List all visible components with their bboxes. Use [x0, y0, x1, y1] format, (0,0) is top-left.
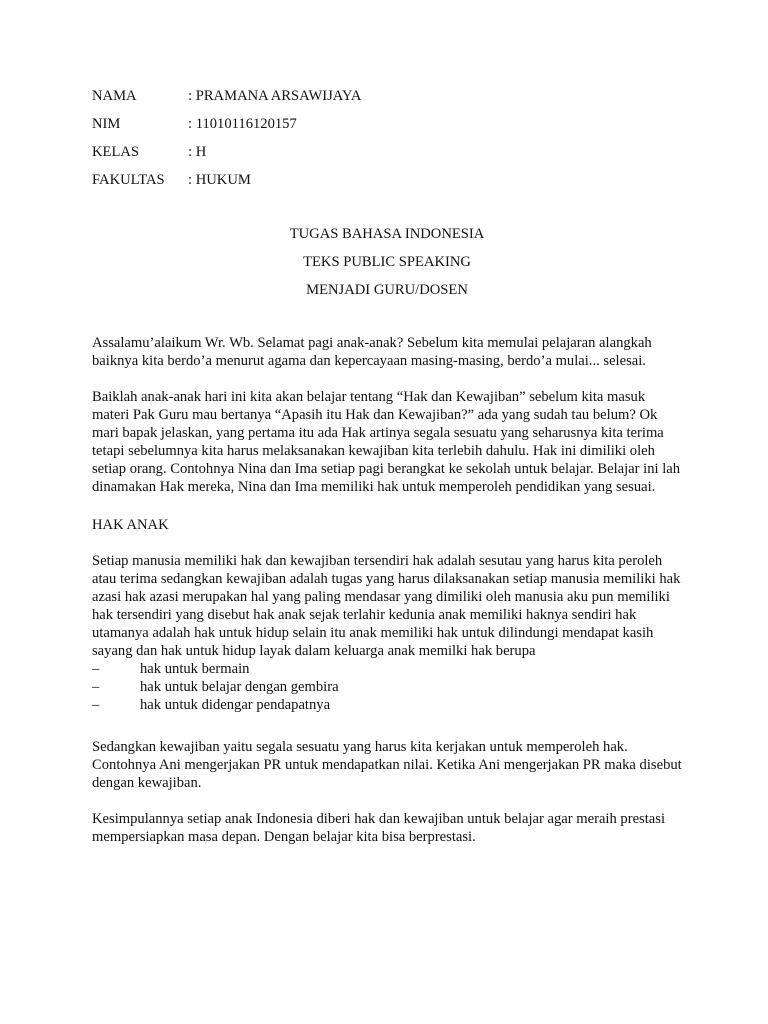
- document-body: [92, 86, 682, 846]
- info-row-kelas: [92, 142, 682, 170]
- title-assignment: TUGAS BAHASA INDONESIA: [289, 226, 485, 242]
- info-value: : PRAMANA ARSAWIJAYA: [188, 88, 362, 104]
- info-value: : H: [188, 144, 207, 160]
- list-item: [92, 696, 682, 714]
- student-info: [92, 86, 682, 198]
- dash-bullet: –: [92, 661, 100, 677]
- dash-bullet: –: [92, 697, 100, 713]
- info-label: NIM: [92, 116, 121, 132]
- info-row-nim: [92, 114, 682, 142]
- list-item: [92, 678, 682, 696]
- list-item: [92, 660, 682, 678]
- rights-list: [92, 660, 682, 714]
- document-titles: [92, 224, 682, 308]
- info-value: : 11010116120157: [188, 116, 297, 132]
- list-item-text: hak untuk bermain: [140, 661, 250, 677]
- info-label: FAKULTAS: [92, 172, 165, 188]
- info-label: NAMA: [92, 88, 137, 104]
- list-item-text: hak untuk belajar dengan gembira: [140, 679, 339, 695]
- info-row-nama: [92, 86, 682, 114]
- info-row-fakultas: [92, 170, 682, 198]
- paragraph-introduction: Baiklah anak-anak hari ini kita akan belajar tentang “Hak dan Kewajiban” sebelum kita masuk materi Pak Guru mau bertanya “Apasih itu Hak dan Kewajiban?” ada yang sudah tau belum? Ok mari bapak jelaskan, yang pertama itu ada Hak artinya segala sesuatu yang seharusnya kita terima tetapi sebelumnya kita harus melaksanakan kewajiban kita terlebih dahulu. Hak ini dimiliki oleh setiap orang. Contohnya Nina dan Ima setiap pagi berangkat ke sekolah untuk belajar. Belajar ini lah dinamakan Hak mereka, Nina dan Ima memiliki hak untuk memperoleh pendidikan yang sesuai.: [92, 389, 681, 495]
- info-label: KELAS: [92, 144, 140, 160]
- paragraph-hak-anak: Setiap manusia memiliki hak dan kewajiban tersendiri hak adalah sesutau yang harus kita peroleh atau terima sedangkan kewajiban adalah tugas yang harus dilaksanakan setiap manusia memiliki hak azasi hak azasi merupakan hal yang paling mendasar yang dimiliki oleh manusia aku pun memiliki hak tersendiri yang disebut hak anak sejak terlahir kedunia anak memiliki haknya sendiri hak utamanya adalah hak untuk hidup selain itu anak memiliki hak untuk dilindungi mendapat kasih sayang dan hak untuk hidup layak dalam keluarga anak memilki hak berupa: [92, 553, 681, 659]
- paragraph-kewajiban: Sedangkan kewajiban yaitu segala sesuatu yang harus kita kerjakan untuk memperoleh hak. Contohnya Ani mengerjakan PR untuk mendapatkan nilai. Ketika Ani mengerjakan PR maka disebut dengan kewajiban.: [92, 739, 682, 791]
- title-text-type: TEKS PUBLIC SPEAKING: [303, 254, 471, 270]
- paragraph-conclusion: Kesimpulannya setiap anak Indonesia diberi hak dan kewajiban untuk belajar agar meraih prestasi mempersiapkan masa depan. Dengan belajar kita bisa berprestasi.: [92, 811, 666, 845]
- dash-bullet: –: [92, 679, 100, 695]
- info-value: : HUKUM: [188, 172, 251, 188]
- title-topic: MENJADI GURU/DOSEN: [306, 282, 468, 298]
- section-heading: HAK ANAK: [92, 517, 169, 533]
- paragraph-greeting: Assalamu’alaikum Wr. Wb. Selamat pagi anak-anak? Sebelum kita memulai pelajaran alangkah baiknya kita berdo’a menurut agama dan kepercayaan masing-masing, berdo’a mulai... selesai.: [92, 335, 652, 369]
- list-item-text: hak untuk didengar pendapatnya: [140, 697, 331, 713]
